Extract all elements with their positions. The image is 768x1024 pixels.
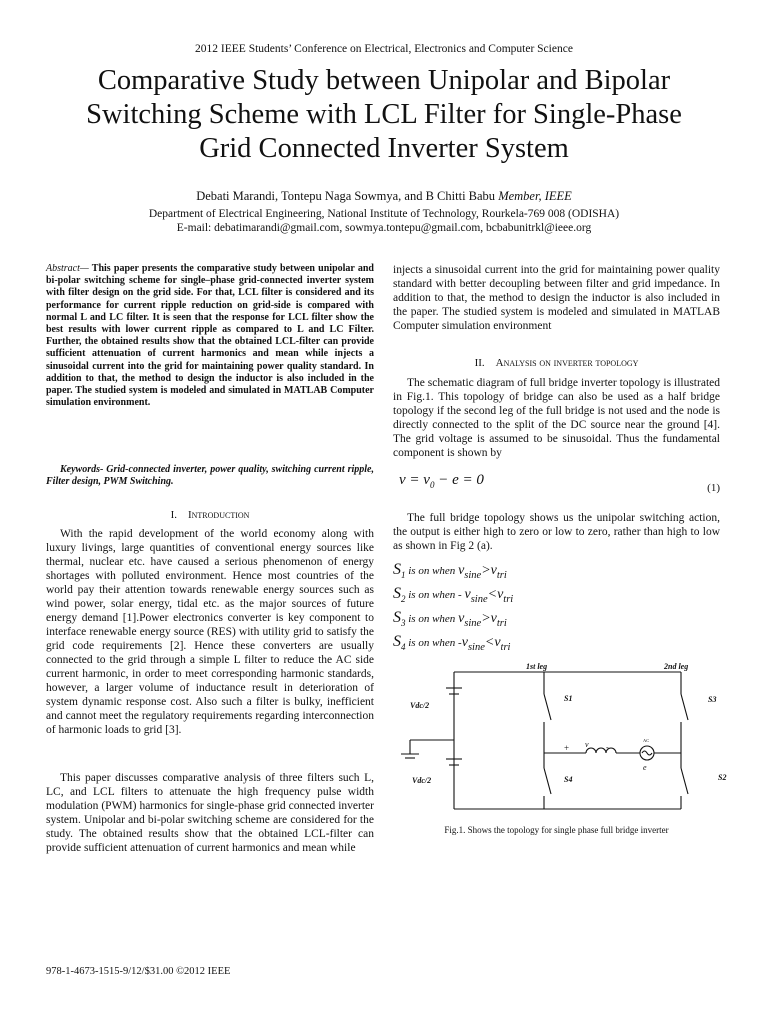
condition-s2 (393, 585, 720, 609)
vdc-top-label: Vdc/2 (410, 701, 430, 710)
s1-label: S1 (564, 694, 573, 703)
figure-caption: Fig.1. Shows the topology for single phase full bridge inverter (444, 825, 669, 835)
equation-1 (393, 472, 720, 494)
topology-paragraph-1: The schematic diagram of full bridge inverter topology is illustrated in Fig.1. This topology of bridge can also be used as a half bridge topology if the second leg of the full bridge is not used and the node is directly connected to the split of the DC source near the ground [4]. The grid voltage is assumed to be sinusoidal. Thus the fundamental component is shown by (393, 377, 720, 459)
intro-paragraph-2: This paper discusses comparative analysis of three filters such L, LC, and LCL filters to attenuate the high frequency pulse width modulation (PWM) harmonics for single-phase grid connected inverter system. Unipolar and bi-polar switching scheme are considered for the study. The obtained results show that the obtained LCL-filter can provide sufficient attenuation of current harmonics and mean while (46, 772, 374, 854)
equation-body: $v = v_0 - e = 0$ (399, 472, 484, 490)
abstract (46, 263, 374, 409)
inverter-circuit-figure (396, 658, 741, 820)
cond-tri: tri (503, 593, 514, 605)
title-line-2: Switching Scheme with LCL Filter for Single-Phase (86, 99, 682, 130)
eq-rest: − e = 0 (434, 472, 484, 488)
eq-lhs: v (399, 472, 406, 488)
cond-s-sub: 4 (401, 641, 406, 652)
cond-rel: > (481, 611, 491, 626)
section-2-heading (393, 356, 720, 370)
cond-text: is on when (405, 613, 459, 625)
paper-title (30, 64, 738, 166)
abstract-lead: Abstract— (46, 263, 89, 274)
copyright-footer: 978-1-4673-1515-9/12/$31.00 ©2012 IEEE (46, 966, 231, 977)
author-member: Member, IEEE (498, 189, 572, 203)
cond-v: v (490, 563, 497, 578)
cond-v: v (490, 611, 497, 626)
leg1-label: 1st leg (526, 662, 548, 671)
leg2-label: 2nd leg (664, 662, 689, 671)
switching-conditions (393, 561, 720, 657)
equation-number: (1) (707, 482, 720, 494)
eq-v0-sub: 0 (429, 480, 435, 490)
plus-sign: + (564, 743, 570, 753)
right-paragraph-1: injects a sinusoidal current into the grid for maintaining power quality standard with better decoupling between filter and grid impedance. In addition to that, the method to design the inductor is also included in the paper. The studied system is modeled and simulated in MATLAB Computer simulation environment (393, 264, 720, 332)
cond-s-sub: 2 (401, 593, 406, 604)
cond-text: is on when - (405, 637, 462, 649)
s4-label: S4 (564, 775, 573, 784)
grid-source-sine (642, 751, 652, 755)
inductor (586, 748, 616, 753)
department: Department of Electrical Engineering, National Institute of Technology, Rourkela-769 008 (ODISHA) (148, 208, 620, 220)
abstract-text: This paper presents the comparative study between unipolar and bi-polar switching scheme for single–phase grid-connected inverter system with filter design on the grid side. For that, LCL filter is considered and its performance for current ripple reduction on grid-side is compared with normal L and LC filter. It is seen that the response for LCL filter show the best results with lower current ripple as compared to L and LC Filter. Further, the obtained results show that the obtained LCL-filter can provide sufficient attenuation of current harmonics and mean while injects a sinusoidal current into the grid for maintaining power quality standard. In addition to that, the method to design the inductor is also included in the paper. The studied system is modeled and simulated in MATLAB Computer simulation environment. (46, 263, 374, 409)
cond-v: v (458, 611, 465, 626)
s2-label: S2 (718, 773, 727, 782)
eq-v0: v (423, 472, 430, 488)
conference-header: 2012 IEEE Students’ Conference on Electrical, Electronics and Computer Science (195, 43, 573, 55)
vdc-bottom-label: Vdc/2 (412, 776, 432, 785)
authors (0, 189, 768, 204)
cond-sine: sine (470, 593, 488, 605)
keywords: Keywords- Grid-connected inverter, power quality, switching current ripple, Filter design, PWM Switching. (46, 464, 374, 488)
section-1-title: Introduction (187, 509, 250, 521)
cond-sine: sine (467, 641, 485, 653)
s3-label: S3 (708, 695, 717, 704)
minus-sign: - (606, 743, 609, 752)
email-line: E-mail: debatimarandi@gmail.com, sowmya.tontepu@gmail.com, bcbabunitrkl@ieee.org (176, 222, 592, 234)
cond-v: v (461, 635, 468, 650)
section-1-heading (46, 508, 374, 522)
cond-tri: tri (496, 617, 507, 629)
cond-text: is on when - (405, 589, 465, 601)
grid-e-label: e (643, 763, 647, 772)
switch-s1 (544, 694, 551, 720)
switch-s2 (681, 768, 688, 794)
cond-tri: tri (500, 641, 511, 653)
cond-tri: tri (496, 569, 507, 581)
condition-s4 (393, 633, 720, 657)
section-2-title: Analysis on inverter topology (495, 357, 639, 369)
voltage-label: v (585, 740, 589, 749)
cond-v: v (464, 587, 471, 602)
cond-s-label: S (393, 633, 401, 650)
cond-rel: < (487, 587, 498, 602)
condition-s3 (393, 609, 720, 633)
topology-paragraph-2: The full bridge topology shows us the unipolar switching action, the output is either high to zero or low to zero, rather than high to low as shown in Fig 2 (a). (393, 512, 720, 552)
title-line-1: Comparative Study between Unipolar and Bipolar (97, 65, 671, 96)
author-names: Debati Marandi, Tontepu Naga Sowmya, and B Chitti Babu (196, 189, 499, 203)
cond-s-sub: 1 (401, 569, 406, 580)
cond-sine: sine (464, 569, 482, 581)
cond-v: v (458, 563, 465, 578)
cond-v: v (494, 635, 501, 650)
cond-sine: sine (464, 617, 482, 629)
cond-rel: > (481, 563, 491, 578)
section-2-number: II. (474, 357, 485, 369)
cond-s-label: S (393, 609, 401, 626)
cond-s-label: S (393, 585, 401, 602)
cond-rel: < (484, 635, 495, 650)
intro-paragraph-1: With the rapid development of the world economy along with luxury livings, large quantities of conventional energy sources like thermal, nuclear etc. have caused a serious phenomenon of energy shortages with polluted environment. Hence most countries of the world pay their attention towards renewable energy sources such as wind power, solar energy, tidal etc. as the major sources of future energy demand [1].Power electronics converter is key component to interface renewable energy source (RES) with utility grid to satisfy the grid code requirements [2]. Hence these converters are usually connected to the grid through a simple L filter to reduce the AC side current harmonic, in order to meet corresponding harmonic standards, however, a larger volume of inductance result in deterioration of system dynamic response cost. Also such a filter is bulky, inefficient and cannot meet the regulatory requirements regarding interconnection of harmonic loads to grid [3]. (46, 528, 374, 736)
ac-label: AC (643, 738, 650, 743)
condition-s1 (393, 561, 720, 585)
title-line-3: Grid Connected Inverter System (199, 133, 569, 164)
cond-s-label: S (393, 561, 401, 578)
switch-s3 (681, 694, 688, 720)
cond-text: is on when (405, 565, 459, 577)
switch-s4 (544, 768, 551, 794)
cond-v: v (497, 587, 504, 602)
section-1-number: I. (170, 509, 177, 521)
cond-s-sub: 3 (401, 617, 406, 628)
affiliation (0, 207, 768, 235)
